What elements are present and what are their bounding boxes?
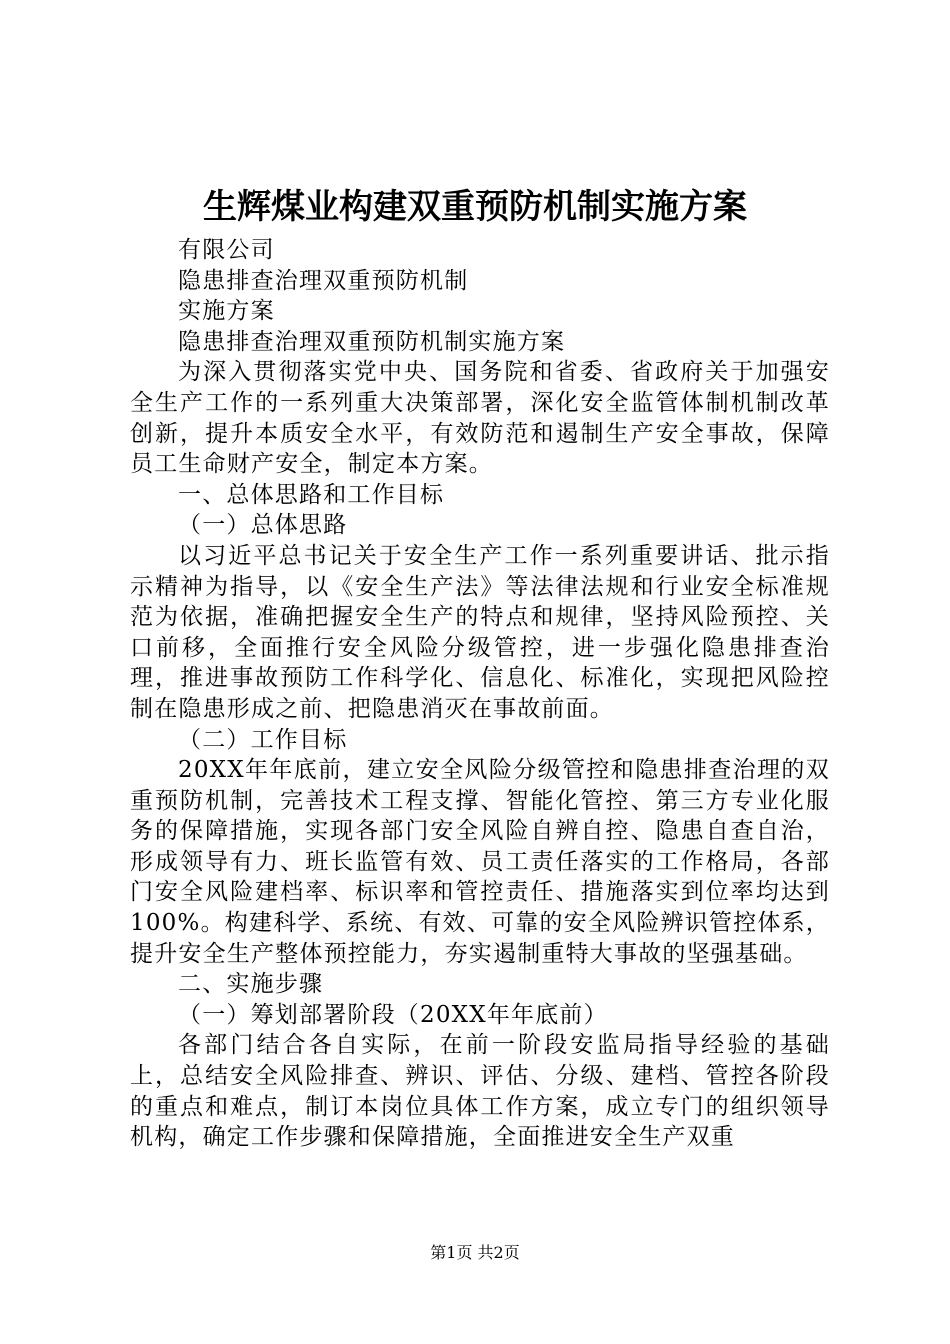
paragraph-company: 有限公司 xyxy=(178,237,275,263)
section-heading-1: 一、总体思路和工作目标 xyxy=(178,481,445,508)
section-heading-2: 二、实施步骤 xyxy=(178,971,324,998)
subsection-heading-1-2: （二）工作目标 xyxy=(178,726,348,753)
paragraph-plan-heading: 实施方案 xyxy=(178,298,275,325)
paragraph-intro: 为深入贯彻落实党中央、国务院和省委、省政府关于加强安全生产工作的一系列重大决策部署，深化安全监管体制机制改革创新，提升本质安全水平，有效防范和遏制生产安全事故，保障员工生命财产安全，制定本方案。 xyxy=(130,359,830,478)
paragraph-full-plan-heading: 隐患排查治理双重预防机制实施方案 xyxy=(178,328,566,355)
paragraph-work-goals: 20XX年年底前，建立安全风险分级管控和隐患排查治理的双重预防机制，完善技术工程支撑、智能化管控、第三方专业化服务的保障措施，实现各部门安全风险自辨自控、隐患自查自治，形成领导有力、班长监管有效、员工责任落实的工作格局，各部门安全风险建档率、标识率和管控责任、措施落实到位率均达到100%。构建科学、系统、有效、可靠的安全风险辨识管控体系，提升安全生产整体预控能力，夯实遏制重特大事故的坚强基础。 xyxy=(130,757,830,967)
paragraph-mechanism-heading: 隐患排查治理双重预防机制 xyxy=(178,267,469,294)
paragraph-planning-stage: 各部门结合各自实际，在前一阶段安监局指导经验的基础上，总结安全风险排查、辨识、评估、分级、建档、管控各阶段的重点和难点，制订本岗位具体工作方案，成立专门的组织领导机构，确定工作步骤和保障措施，全面推进安全生产双重 xyxy=(130,1032,830,1151)
subsection-heading-1-1: （一）总体思路 xyxy=(178,512,348,539)
paragraph-overall-approach: 以习近平总书记关于安全生产工作一系列重要讲话、批示指示精神为指导，以《安全生产法》等法律法规和行业安全标准规范为依据，准确把握安全生产的特点和规律，坚持风险预控、关口前移，全面推行安全风险分级管控，进一步强化隐患排查治理，推进事故预防工作科学化、信息化、标准化，实现把风险控制在隐患形成之前、把隐患消灭在事故前面。 xyxy=(130,542,830,722)
document-body xyxy=(130,235,830,1153)
subsection-heading-2-1: （一）筹划部署阶段（20XX年年底前） xyxy=(178,1001,608,1028)
document-title: 生辉煤业构建双重预防机制实施方案 xyxy=(203,187,747,227)
page-footer: 第1页 共2页 xyxy=(430,1243,520,1262)
